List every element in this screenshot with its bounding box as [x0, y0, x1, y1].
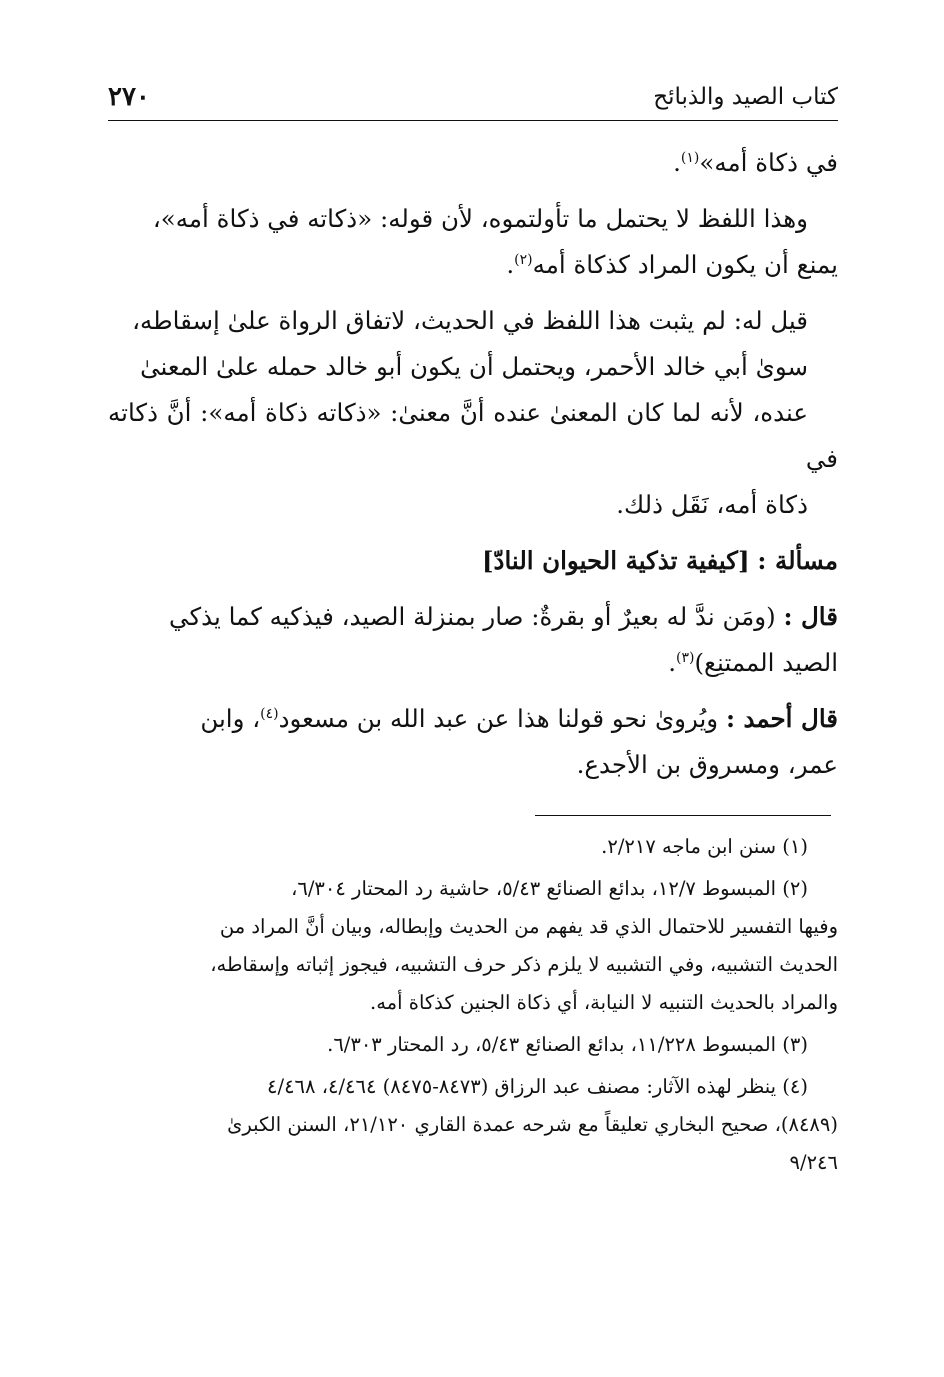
paragraph-2-line-1: وهذا اللفظ لا يحتمل ما تأولتموه، لأن قوله: «ذكاته في ذكاة أمه»،	[152, 204, 808, 233]
paragraph-3-line-3: عنده، لأنه لما كان المعنىٰ عنده أنَّ معنىٰ: «ذكاته ذكاة أمه»: أنَّ ذكاته في	[108, 398, 838, 473]
paragraph-1-end: .	[673, 148, 681, 177]
footnote-2	[108, 870, 838, 908]
footnote-ref-1: (١)	[680, 149, 700, 166]
paragraph-1	[108, 140, 838, 186]
qal-line-1: (ومَن ندَّ له بعيرٌ أو بقرةٌ: صار بمنزلة الصيد، فيذكيه كما يذكي	[169, 602, 776, 631]
masala-heading	[108, 538, 838, 584]
paragraph-2-end: .	[506, 250, 515, 279]
qal-line-2: الصيد الممتنِع)	[694, 648, 838, 677]
qal-end: .	[668, 648, 676, 677]
page-number: ٢٧٠	[108, 82, 150, 112]
footnote-4-cont	[108, 1106, 838, 1182]
footnote-2-cont	[108, 908, 838, 1022]
ahmad-line-1: ويُروىٰ نحو قولنا هذا عن عبد الله بن مسعود	[278, 704, 719, 733]
footnote-ref-4: (٤)	[260, 705, 279, 722]
main-text	[108, 140, 838, 798]
paragraph-3-line-2: سوىٰ أبي خالد الأحمر، ويحتمل أن يكون أبو خالد حمله علىٰ المعنىٰ	[140, 352, 808, 381]
footnote-3: (٣) المبسوط ١١/٢٢٨، بدائع الصنائع ٥/٤٣، رد المحتار ٦/٣٠٣.	[327, 1033, 808, 1056]
footnote-4-line-1: (٤) ينظر لهذه الآثار: مصنف عبد الرزاق (٨٤٧٣-٨٤٧٥) ٤/٤٦٤، ٤/٤٦٨	[267, 1075, 808, 1098]
paragraph-1-text: في ذكاة أمه»	[699, 148, 838, 177]
footnote-ref-2: (٢)	[514, 251, 533, 268]
paragraph-3-line-1: قيل له: لم يثبت هذا اللفظ في الحديث، لاتفاق الرواة علىٰ إسقاطه،	[132, 306, 808, 335]
ahmad-label: قال أحمد :	[725, 704, 838, 733]
masala-title: [كيفية تذكية الحيوان النادّ]	[481, 546, 750, 575]
footnote-4-line-2: (٨٤٨٩)، صحيح البخاري تعليقاً مع شرحه عمدة القاري ٢١/١٢٠، السنن الكبرىٰ	[227, 1113, 838, 1136]
footnote-2-line-4: والمراد بالحديث التنبيه لا النيابة، أي ذكاة الجنين كذكاة أمه.	[370, 991, 838, 1014]
running-title: كتاب الصيد والذبائح	[653, 84, 838, 110]
ahmad-line-1-end: ، وابن	[200, 704, 261, 733]
paragraph-3-line-4: ذكاة أمه، نَقَل ذلك.	[616, 490, 808, 519]
paragraph-2	[108, 196, 838, 288]
ahmad-paragraph	[108, 696, 838, 788]
paragraph-3	[108, 298, 838, 528]
paragraph-2-line-2: يمنع أن يكون المراد كذكاة أمه	[532, 250, 838, 279]
ahmad-line-2: عمر، ومسروق بن الأجدع.	[576, 750, 838, 779]
footnote-1: (١) سنن ابن ماجه ٢/٢١٧.	[601, 835, 808, 858]
qal-paragraph	[108, 594, 838, 686]
footnote-ref-3: (٣)	[675, 649, 695, 666]
footnote-2-line-1: (٢) المبسوط ١٢/٧، بدائع الصنائع ٥/٤٣، حاشية رد المحتار ٦/٣٠٤،	[291, 877, 808, 900]
footnote-2-line-2: وفيها التفسير للاحتمال الذي قد يفهم من الحديث وإبطاله، وبيان أنَّ المراد من	[219, 915, 838, 938]
page-header	[108, 76, 838, 121]
footnote-4	[108, 1068, 838, 1106]
footnotes	[108, 828, 838, 1186]
footnote-separator	[535, 815, 831, 816]
qal-label: قال :	[783, 602, 838, 631]
footnote-4-line-3: ٩/٢٤٦	[789, 1151, 838, 1174]
footnote-2-line-3: الحديث التشبيه، وفي التشبيه لا يلزم ذكر حرف التشبيه، فيجوز إثباته وإسقاطه،	[210, 953, 838, 976]
masala-label: مسألة :	[757, 546, 838, 575]
